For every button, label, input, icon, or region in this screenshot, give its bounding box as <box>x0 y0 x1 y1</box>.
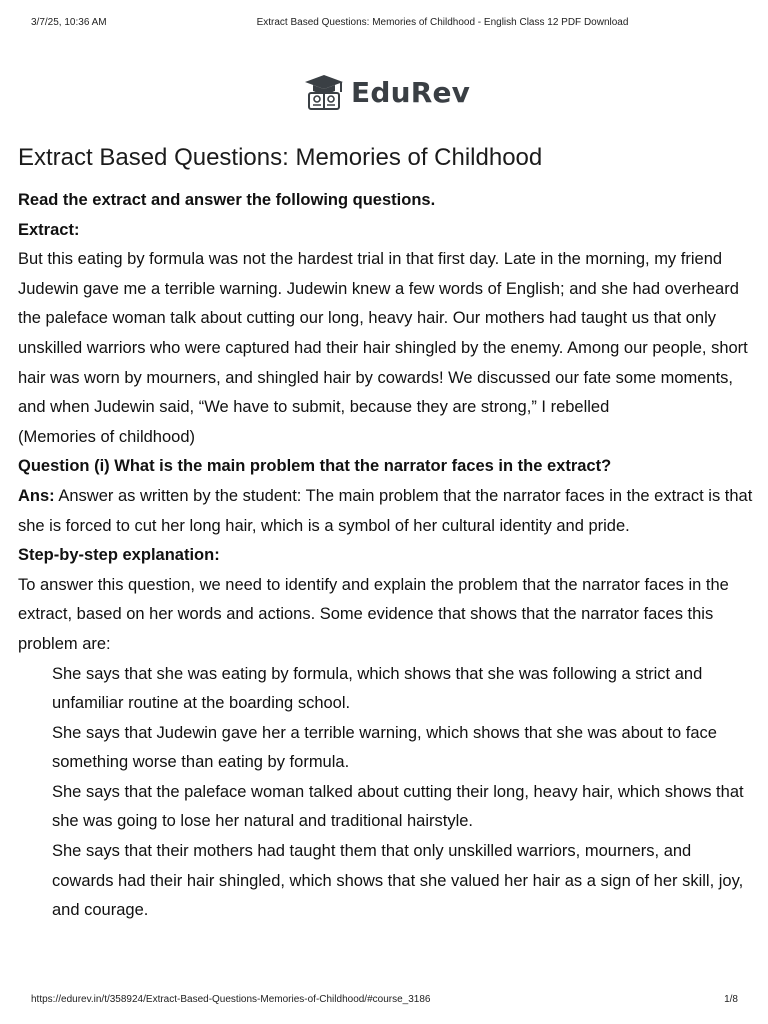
edurev-logo[interactable] <box>303 73 470 111</box>
page-number: 1/8 <box>724 994 738 1005</box>
steps-intro: To answer this question, we need to identify and explain the problem that the narrator faces in the extract, based on her words and actions. Some evidence that shows that the narrator faces this problem are: <box>18 575 729 653</box>
document-body <box>18 186 754 926</box>
evidence-point: She says that she was eating by formula, which shows that she was following a strict and unfamiliar routine at the boarding school. <box>52 664 703 713</box>
evidence-point: She says that their mothers had taught them that only unskilled warriors, mourners, and cowards had their hair shingled, which shows that she valued her hair as a sign of her skill, joy, and courage. <box>52 842 744 920</box>
answer <box>18 482 754 541</box>
instruction: Read the extract and answer the following questions. <box>18 191 436 209</box>
logo-text: EduRev <box>351 75 471 109</box>
print-page-title: Extract Based Questions: Memories of Childhood - English Class 12 PDF Download <box>256 17 629 28</box>
extract-source: (Memories of childhood) <box>18 427 195 446</box>
print-datetime: 3/7/25, 10:36 AM <box>31 17 107 28</box>
answer-label: Ans: <box>18 486 55 505</box>
question: Question (i) What is the main problem that the narrator faces in the extract? <box>18 457 612 476</box>
extract-label: Extract: <box>18 220 80 239</box>
evidence-point: She says that the paleface woman talked about cutting their long, heavy hair, which shows that she was going to lose her natural and traditional hairstyle. <box>52 782 744 831</box>
steps-label: Step-by-step explanation: <box>18 546 220 565</box>
footer-url[interactable]: https://edurev.in/t/358924/Extract-Based-Questions-Memories-of-Childhood/#course_3186 <box>31 994 431 1005</box>
extract-text: But this eating by formula was not the hardest trial in that first day. Late in the morning, my friend Judewin gave me a terrible warning. Judewin knew a few words of English; and she had overheard the paleface woman talk about cutting our long, heavy hair. Our mothers had taught us that only unskilled warriors who were captured had their hair shingled by the enemy. Among our people, short hair was worn by mourners, and shingled hair by cowards! We discussed our fate some moments, and when Judewin said, “We have to submit, because they are strong,” I rebelled <box>18 250 748 417</box>
answer-text: Answer as written by the student: The main problem that the narrator faces in the extract is that she is forced to cut her long hair, which is a symbol of her cultural identity and pride. <box>18 486 753 535</box>
graduation-cap-book-icon <box>303 73 345 111</box>
evidence-point: She says that Judewin gave her a terrible warning, which shows that she was about to face something worse than eating by formula. <box>52 723 717 772</box>
page-title: Extract Based Questions: Memories of Childhood <box>18 144 543 171</box>
